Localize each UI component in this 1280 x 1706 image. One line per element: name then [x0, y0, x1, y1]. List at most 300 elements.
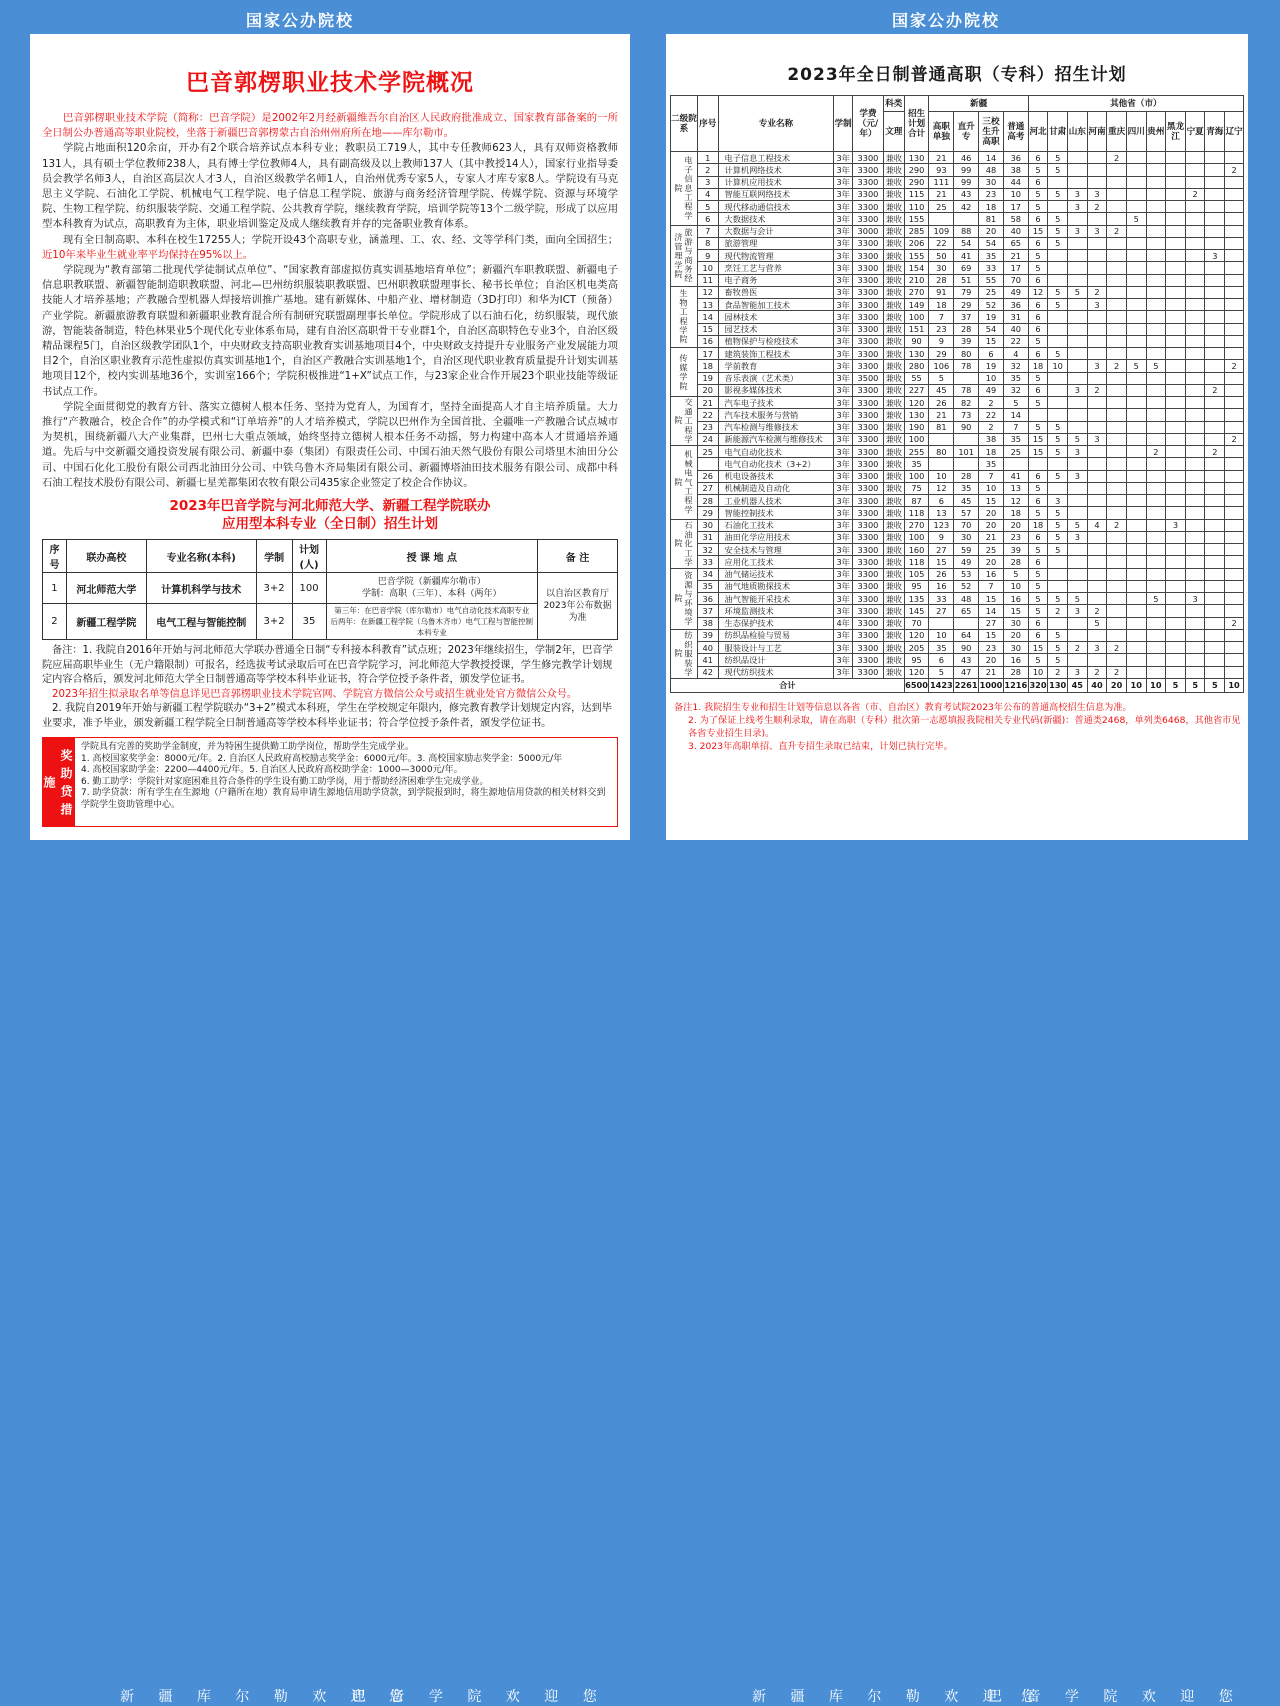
plan-cell: 5 [1048, 213, 1068, 225]
major-cell: 机械制造及自动化 [718, 482, 834, 494]
plan-cell [1146, 629, 1166, 641]
plan-cell [1126, 372, 1146, 384]
plan-cell: 3300 [852, 164, 883, 176]
plan-cell: 90 [904, 335, 929, 347]
total-cell: 20 [1107, 678, 1127, 692]
plan-cell: 25 [697, 446, 718, 458]
plan-cell: 27 [929, 605, 954, 617]
plan-cell [1225, 384, 1244, 396]
college-cell: 机械电气工程学院 [671, 446, 698, 520]
plan-cell: 3年 [834, 629, 853, 641]
plan-cell [1185, 201, 1205, 213]
plan-cell [1087, 311, 1107, 323]
major-cell: 现代物流管理 [718, 250, 834, 262]
plan-cell: 65 [1003, 237, 1028, 249]
plan-cell [1146, 311, 1166, 323]
plan-cell [1107, 409, 1127, 421]
plan-cell [1146, 250, 1166, 262]
plan-cell [1068, 556, 1088, 568]
plan-cell: 3300 [852, 531, 883, 543]
plan-cell [1166, 176, 1186, 188]
plan-cell [1048, 580, 1068, 592]
plan-cell: 78 [954, 360, 979, 372]
plan-cell [1107, 176, 1127, 188]
plan-cell [1185, 629, 1205, 641]
plan-cell [929, 458, 954, 470]
plan-cell: 3300 [852, 482, 883, 494]
plan-cell [1048, 384, 1068, 396]
plan-cell [1205, 617, 1225, 629]
hdr-province: 重庆 [1107, 112, 1127, 152]
plan-cell [1205, 544, 1225, 556]
table-row [671, 654, 1244, 666]
plan-cell: 3年 [834, 164, 853, 176]
plan-cell [1146, 323, 1166, 335]
major-cell: 园林技术 [718, 311, 834, 323]
plan-cell: 兼收 [883, 605, 904, 617]
right-note: 备注1. 我院招生专业和招生计划等信息以各省（市、自治区）教育考试院2023年公布的普通高校招生信息为准。 [674, 701, 1132, 713]
plan-cell [1205, 580, 1225, 592]
plan-cell [1166, 384, 1186, 396]
plan-cell: 35 [697, 580, 718, 592]
table-row [671, 531, 1244, 543]
plan-cell [1126, 274, 1146, 286]
footer-right-b: 巴 音 学 院 欢 迎 您 [988, 1689, 1243, 1705]
plan-cell [1205, 311, 1225, 323]
plan-cell: 3 [1087, 433, 1107, 445]
plan-cell: 110 [904, 201, 929, 213]
plan-cell: 6 [1028, 556, 1048, 568]
plan-cell [1126, 176, 1146, 188]
plan-cell [1205, 433, 1225, 445]
plan-cell: 5 [1048, 152, 1068, 164]
plan-cell: 3年 [834, 409, 853, 421]
college-cell: 资源与环境学院 [671, 568, 698, 629]
plan-cell [1087, 274, 1107, 286]
plan-cell: 3年 [834, 372, 853, 384]
header-row-1 [671, 96, 1244, 112]
cell-years: 3+2 [256, 573, 292, 604]
plan-cell [1126, 237, 1146, 249]
plan-cell: 3300 [852, 593, 883, 605]
plan-cell: 2 [1205, 446, 1225, 458]
plan-cell [1126, 470, 1146, 482]
plan-cell: 27 [697, 482, 718, 494]
plan-cell: 5 [1028, 482, 1048, 494]
plan-cell [1146, 397, 1166, 409]
plan-cell: 32 [1003, 384, 1028, 396]
right-notes [666, 693, 1248, 753]
plan-cell [1107, 580, 1127, 592]
plan-cell [1225, 250, 1244, 262]
plan-cell: 115 [904, 188, 929, 200]
plan-cell: 123 [929, 519, 954, 531]
plan-cell [1166, 507, 1186, 519]
major-cell: 计算机网络技术 [718, 164, 834, 176]
plan-cell: 29 [929, 348, 954, 360]
plan-cell: 5 [1028, 507, 1048, 519]
plan-cell [1126, 397, 1146, 409]
plan-cell [1126, 152, 1146, 164]
plan-cell [1068, 580, 1088, 592]
plan-cell: 2 [1185, 188, 1205, 200]
plan-cell: 兼收 [883, 433, 904, 445]
plan-cell [1126, 544, 1146, 556]
plan-cell [1185, 544, 1205, 556]
plan-cell [1068, 458, 1088, 470]
note-1: 备注：1. 我院自2016年开始与河北师范大学联办普通全日制“专科接本科教育”试点班；2023年继续招生，学制2年，巴音学院应届高职毕业生（无户籍限制）可报名，经选拔考试录取后可在巴音学院学习，河北师范大学教授授课，学生修完教学计划规定内容合格后，颁发河北师范大学全日制普通高等学校本科毕业证书，符合学位授予条件者，颁发学位证书。 [42, 645, 613, 686]
plan-cell [1225, 348, 1244, 360]
plan-cell [1225, 237, 1244, 249]
plan-cell: 6 [1028, 470, 1048, 482]
plan-cell [1185, 274, 1205, 286]
plan-cell: 55 [904, 372, 929, 384]
plan-cell [1225, 323, 1244, 335]
plan-cell [1205, 593, 1225, 605]
plan-cell: 10 [1028, 666, 1048, 678]
plan-cell [1126, 262, 1146, 274]
cell-place [326, 604, 538, 640]
major-cell: 学前教育 [718, 360, 834, 372]
plan-cell: 5 [1048, 225, 1068, 237]
plan-cell: 3300 [852, 299, 883, 311]
table-row [671, 335, 1244, 347]
plan-cell: 3300 [852, 568, 883, 580]
plan-cell [1087, 237, 1107, 249]
plan-cell: 40 [697, 642, 718, 654]
plan-cell: 6 [1028, 176, 1048, 188]
plan-cell [1185, 605, 1205, 617]
plan-cell: 23 [979, 642, 1004, 654]
plan-cell: 13 [1003, 482, 1028, 494]
table-row [671, 262, 1244, 274]
hdr-xj-col: 三校生升高职 [979, 112, 1004, 152]
plan-cell [1225, 213, 1244, 225]
major-cell: 电气自动化技术 [718, 446, 834, 458]
plan-cell: 80 [929, 446, 954, 458]
plan-cell [1205, 470, 1225, 482]
plan-cell: 7 [979, 470, 1004, 482]
plan-cell: 5 [1146, 593, 1166, 605]
plan-cell: 9 [929, 531, 954, 543]
plan-cell: 兼收 [883, 642, 904, 654]
plan-cell [1185, 262, 1205, 274]
plan-cell: 2 [1087, 384, 1107, 396]
plan-cell [1185, 286, 1205, 298]
plan-cell: 兼收 [883, 384, 904, 396]
plan-cell: 17 [1003, 201, 1028, 213]
plan-cell [1185, 152, 1205, 164]
plan-cell: 3300 [852, 384, 883, 396]
plan-cell [1166, 495, 1186, 507]
major-cell: 纺织品检验与贸易 [718, 629, 834, 641]
plan-cell: 2 [1048, 666, 1068, 678]
plan-cell: 兼收 [883, 164, 904, 176]
plan-cell: 3年 [834, 176, 853, 188]
college-overview-title: 巴音郭楞职业技术学院概况 [186, 70, 474, 96]
plan-cell: 8 [697, 237, 718, 249]
plan-cell: 2 [1146, 446, 1166, 458]
college-cell: 生物工程学院 [671, 286, 698, 347]
plan-cell: 13 [697, 299, 718, 311]
plan-cell: 57 [954, 507, 979, 519]
cell-years: 3+2 [256, 604, 292, 640]
plan-cell: 27 [979, 617, 1004, 629]
plan-cell: 21 [697, 397, 718, 409]
plan-cell: 79 [954, 286, 979, 298]
cell-place [326, 573, 538, 604]
plan-cell: 6 [1028, 384, 1048, 396]
right-note: 2. 为了保证上线考生顺利录取，请在高职（专科）批次第一志愿填报我院相关专业代码(新疆)：普通类2468，单列类6468，其他省市见各省专业招生目录)。 [688, 714, 1241, 739]
total-cell: 6500 [905, 680, 928, 691]
hdr-province: 宁夏 [1185, 112, 1205, 152]
plan-cell: 70 [954, 519, 979, 531]
plan-cell: 49 [979, 384, 1004, 396]
plan-cell: 58 [1003, 213, 1028, 225]
plan-cell [1048, 482, 1068, 494]
plan-cell: 3300 [852, 495, 883, 507]
plan-cell [1146, 188, 1166, 200]
plan-cell: 5 [1068, 593, 1088, 605]
plan-cell [1225, 593, 1244, 605]
plan-cell: 36 [1003, 152, 1028, 164]
plan-cell: 69 [954, 262, 979, 274]
plan-cell: 5 [1028, 201, 1048, 213]
plan-cell: 20 [697, 384, 718, 396]
total-label: 合计 [671, 678, 905, 692]
plan-cell: 206 [904, 237, 929, 249]
cell-no: 1 [43, 573, 67, 604]
plan-cell: 兼收 [883, 299, 904, 311]
plan-cell: 28 [954, 470, 979, 482]
plan-cell [1146, 164, 1166, 176]
plan-cell: 40 [1003, 323, 1028, 335]
plan-cell [1146, 176, 1166, 188]
plan-cell [1048, 335, 1068, 347]
aid-line: 1. 高校国家奖学金：8000元/年。2. 自治区人民政府高校励志奖学金：6000元/年。3. 高校国家励志奖学金：5000元/年 [81, 753, 563, 764]
plan-cell: 30 [1003, 617, 1028, 629]
plan-cell: 100 [904, 531, 929, 543]
plan-cell: 5 [1028, 544, 1048, 556]
financial-aid-label: 奖助贷措施 [43, 738, 75, 826]
plan-cell [1166, 470, 1186, 482]
table-row [671, 152, 1244, 164]
plan-cell: 5 [1068, 286, 1088, 298]
plan-cell [1126, 580, 1146, 592]
plan-cell: 109 [929, 225, 954, 237]
plan-cell [1087, 176, 1107, 188]
plan-cell: 兼收 [883, 666, 904, 678]
plan-cell: 3年 [834, 433, 853, 445]
plan-cell: 2 [1225, 164, 1244, 176]
plan-cell [1185, 397, 1205, 409]
plan-cell [1205, 225, 1225, 237]
plan-cell: 290 [904, 176, 929, 188]
plan-cell [1166, 225, 1186, 237]
enrollment-plan-body [671, 152, 1244, 679]
plan-cell: 6 [1028, 323, 1048, 335]
plan-cell: 6 [1028, 348, 1048, 360]
plan-cell: 3年 [834, 360, 853, 372]
plan-cell: 75 [904, 482, 929, 494]
plan-cell: 7 [979, 580, 1004, 592]
plan-cell [1126, 188, 1146, 200]
plan-cell: 19 [979, 360, 1004, 372]
plan-cell: 6 [1028, 274, 1048, 286]
hdr-province: 青海 [1205, 112, 1225, 152]
table-row [671, 237, 1244, 249]
plan-cell [1087, 470, 1107, 482]
plan-cell: 2 [1087, 666, 1107, 678]
plan-cell: 3300 [852, 629, 883, 641]
plan-cell [1225, 372, 1244, 384]
plan-cell [1166, 409, 1186, 421]
plan-cell [1205, 164, 1225, 176]
plan-cell [1166, 397, 1186, 409]
plan-cell [1087, 409, 1107, 421]
plan-cell [1126, 617, 1146, 629]
aid-line: 学院具有完善的奖助学金制度，并为特困生提供勤工助学岗位，帮助学生完成学业。 [81, 742, 415, 753]
plan-cell: 32 [1003, 360, 1028, 372]
plan-cell: 兼收 [883, 654, 904, 666]
plan-cell: 160 [904, 544, 929, 556]
plan-cell: 兼收 [883, 446, 904, 458]
plan-cell: 120 [904, 666, 929, 678]
plan-cell: 3年 [834, 446, 853, 458]
plan-cell [954, 617, 979, 629]
bottom-band [0, 840, 1280, 1705]
plan-cell: 37 [954, 311, 979, 323]
plan-cell [1068, 323, 1088, 335]
hdr-xinjiang: 新疆 [929, 96, 1028, 112]
plan-cell [1068, 409, 1088, 421]
plan-cell [954, 213, 979, 225]
plan-cell [1107, 372, 1127, 384]
major-cell: 机电设备技术 [718, 470, 834, 482]
plan-cell [1185, 335, 1205, 347]
employment-rate-text: 近10年来毕业生就业率平均保持在95%以上。 [42, 248, 254, 261]
plan-cell [1107, 458, 1127, 470]
plan-cell [1146, 421, 1166, 433]
plan-cell: 16 [929, 580, 954, 592]
aid-line: 7. 助学贷款：所有学生在生源地（户籍所在地）教育局申请生源地信用助学贷款，到学院报到时，将生源地信用贷款的相关材料交到学院学生资助管理中心。 [81, 788, 606, 811]
plan-cell: 10 [929, 470, 954, 482]
plan-cell: 81 [929, 421, 954, 433]
plan-cell: 3年 [834, 421, 853, 433]
major-cell: 油气地质勘探技术 [718, 580, 834, 592]
plan-cell: 兼收 [883, 580, 904, 592]
table-row [671, 311, 1244, 323]
plan-cell: 130 [904, 348, 929, 360]
aid-line: 6. 勤工助学：学院针对家庭困难且符合条件的学生设有勤工助学岗，用于帮助经济困难学生完成学业。 [81, 776, 489, 787]
plan-cell: 兼收 [883, 372, 904, 384]
plan-cell: 3 [1068, 531, 1088, 543]
plan-cell: 130 [904, 409, 929, 421]
major-cell: 安全技术与管理 [718, 544, 834, 556]
plan-cell [1068, 299, 1088, 311]
major-cell: 汽车技术服务与营销 [718, 409, 834, 421]
plan-cell: 49 [954, 556, 979, 568]
plan-cell: 35 [904, 458, 929, 470]
plan-cell: 3年 [834, 262, 853, 274]
plan-cell [1185, 409, 1205, 421]
plan-cell: 5 [1068, 519, 1088, 531]
plan-cell [1166, 654, 1186, 666]
plan-cell: 82 [954, 397, 979, 409]
plan-cell [1146, 519, 1166, 531]
intro-paragraph: 巴音郭楞职业技术学院（简称：巴音学院）是2002年2月经新疆维吾尔自治区人民政府批准成立、国家教育部备案的一所全日制公办普通高等职业院校，坐落于新疆巴音郭楞蒙古自治州州府所在地——库尔勒市。 [42, 112, 618, 140]
plan-cell [1185, 568, 1205, 580]
plan-cell: 3300 [852, 458, 883, 470]
plan-cell: 20 [1003, 519, 1028, 531]
plan-cell: 2 [1087, 605, 1107, 617]
major-cell: 建筑装饰工程技术 [718, 348, 834, 360]
plan-cell [1205, 507, 1225, 519]
plan-cell: 2 [979, 397, 1004, 409]
plan-cell: 兼收 [883, 348, 904, 360]
plan-cell [1028, 409, 1048, 421]
plan-cell: 10 [1003, 580, 1028, 592]
plan-cell: 5 [929, 666, 954, 678]
plan-cell: 兼收 [883, 482, 904, 494]
plan-cell: 13 [929, 507, 954, 519]
table-row [671, 274, 1244, 286]
plan-cell [1185, 507, 1205, 519]
plan-cell [1003, 458, 1028, 470]
plan-cell: 兼收 [883, 397, 904, 409]
plan-cell [1146, 286, 1166, 298]
plan-cell [1126, 384, 1146, 396]
plan-cell: 35 [929, 642, 954, 654]
plan-cell: 3年 [834, 311, 853, 323]
major-cell: 工业机器人技术 [718, 495, 834, 507]
plan-cell: 6 [979, 348, 1004, 360]
plan-cell [1087, 250, 1107, 262]
plan-cell [1166, 458, 1186, 470]
major-cell: 大数据与会计 [718, 225, 834, 237]
plan-cell: 9 [697, 250, 718, 262]
plan-cell [1205, 568, 1225, 580]
plan-cell: 5 [1003, 568, 1028, 580]
plan-cell: 190 [904, 421, 929, 433]
plan-cell [1126, 593, 1146, 605]
right-header: 国家公办院校 [892, 11, 1001, 30]
plan-cell [1205, 605, 1225, 617]
plan-cell [1146, 409, 1166, 421]
plan-cell: 3年 [834, 201, 853, 213]
plan-cell: 5 [1048, 299, 1068, 311]
plan-cell: 10 [1003, 188, 1028, 200]
plan-cell: 16 [979, 568, 1004, 580]
plan-cell [1166, 348, 1186, 360]
plan-cell [1225, 286, 1244, 298]
plan-cell [1205, 262, 1225, 274]
plan-cell [954, 433, 979, 445]
table-row [671, 213, 1244, 225]
plan-cell [1107, 544, 1127, 556]
plan-cell: 3 [1068, 225, 1088, 237]
plan-cell [1068, 482, 1088, 494]
plan-cell: 47 [954, 666, 979, 678]
plan-cell [1107, 531, 1127, 543]
plan-cell: 99 [954, 176, 979, 188]
plan-cell: 38 [697, 617, 718, 629]
plan-cell: 4 [1003, 348, 1028, 360]
plan-cell: 15 [979, 593, 1004, 605]
total-cell: 1216 [1004, 680, 1028, 691]
enrollment-plan-table [670, 95, 1244, 693]
plan-cell [1068, 250, 1088, 262]
